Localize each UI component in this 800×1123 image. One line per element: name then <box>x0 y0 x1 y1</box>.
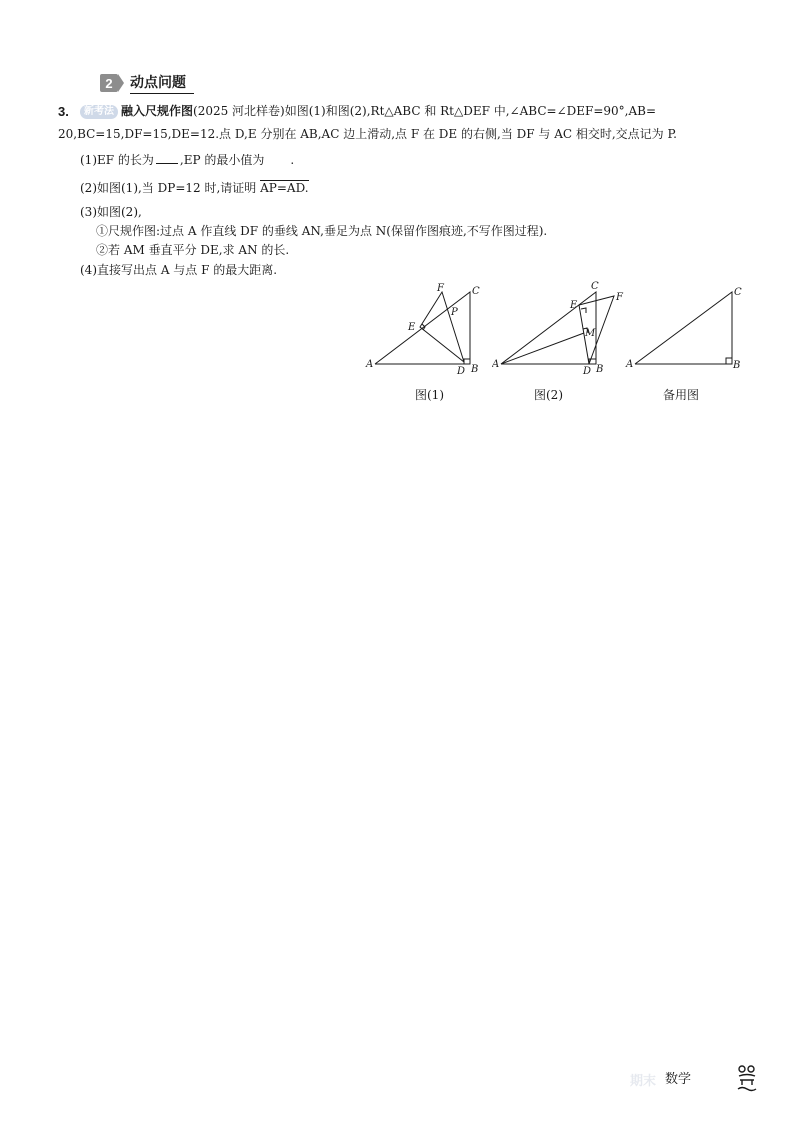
figure-2 <box>492 280 632 402</box>
right-angle-e <box>581 308 586 313</box>
label-a: A <box>626 359 634 370</box>
label-d: D <box>583 366 592 377</box>
label-b: B <box>596 364 604 375</box>
question-3-1: ①尺规作图:过点 A 作直线 DF 的垂线 AN,垂足为点 N(保留作图痕迹,不写作图过程). <box>96 224 548 238</box>
triangle-abc <box>501 292 596 364</box>
label-e: E <box>408 322 416 333</box>
figure-3-diagram <box>625 280 755 380</box>
label-f: F <box>616 292 623 303</box>
figure-2-diagram <box>492 280 632 380</box>
figure-3-caption: 备用图 <box>663 388 700 402</box>
segment-am <box>501 333 584 364</box>
label-d: D <box>457 366 466 377</box>
label-m: M <box>585 328 596 339</box>
figure-1-diagram <box>360 280 500 380</box>
problem-line-2: 20,BC=15,DF=15,DE=12.点 D,E 分别在 AB,AC 边上滑动,点 F 在 DE 的右侧,当 DF 与 AC 相交时,交点记为 P. <box>58 127 677 141</box>
question-2-text-b: AP=AD. <box>260 181 309 195</box>
label-c: C <box>472 286 480 297</box>
footer-faint-text: 期末 <box>630 1073 657 1088</box>
label-c: C <box>591 281 599 292</box>
question-1-text-b: ,EP 的最小值为 <box>179 153 265 167</box>
question-3-2: ②若 AM 垂直平分 DE,求 AN 的长. <box>96 243 290 257</box>
figures-row <box>360 280 760 410</box>
section-number: 2 <box>100 74 118 92</box>
section-title: 动点问题 <box>130 72 194 94</box>
figure-1 <box>360 280 500 402</box>
footer-subject: 数学 <box>665 1071 692 1086</box>
label-b: B <box>733 360 741 371</box>
problem-number: 3. <box>58 104 69 119</box>
question-1 <box>80 149 294 172</box>
label-p: P <box>451 307 458 318</box>
problem-line-1 <box>80 100 656 123</box>
triangle-abc <box>635 292 732 364</box>
label-b: B <box>471 364 479 375</box>
triangle-def <box>420 292 464 362</box>
new-method-badge: 新考法 <box>80 105 118 119</box>
label-f: F <box>437 283 444 294</box>
question-2 <box>80 177 309 200</box>
question-2-text-a: (2)如图(1),当 DP=12 时,请证明 <box>80 181 257 195</box>
answer-blank-2[interactable] <box>266 151 288 164</box>
label-a: A <box>366 359 374 370</box>
label-a: A <box>492 359 500 370</box>
label-e: E <box>570 300 578 311</box>
mascot-logo-icon <box>734 1062 760 1094</box>
figure-3 <box>625 280 755 402</box>
right-angle-b <box>464 359 470 364</box>
problem-topic: 融入尺规作图 <box>121 104 194 118</box>
section-arrow-icon <box>118 74 124 92</box>
figure-2-caption: 图(2) <box>534 388 563 402</box>
label-c: C <box>734 287 742 298</box>
triangle-abc <box>375 292 470 364</box>
problem-stem-1: (2025 河北样卷)如图(1)和图(2),Rt△ABC 和 Rt△DEF 中,∠ABC=∠DEF=90°,AB= <box>193 104 657 118</box>
question-1-text-a: (1)EF 的长为 <box>80 153 154 167</box>
question-4: (4)直接写出点 A 与点 F 的最大距离. <box>80 263 278 277</box>
answer-blank-1[interactable] <box>156 151 178 164</box>
right-angle-b <box>726 358 732 364</box>
question-3: (3)如图(2), <box>80 205 142 219</box>
section-header <box>100 72 194 94</box>
question-1-text-c: . <box>290 153 295 167</box>
page-footer <box>630 1062 790 1102</box>
figure-1-caption: 图(1) <box>415 388 444 402</box>
